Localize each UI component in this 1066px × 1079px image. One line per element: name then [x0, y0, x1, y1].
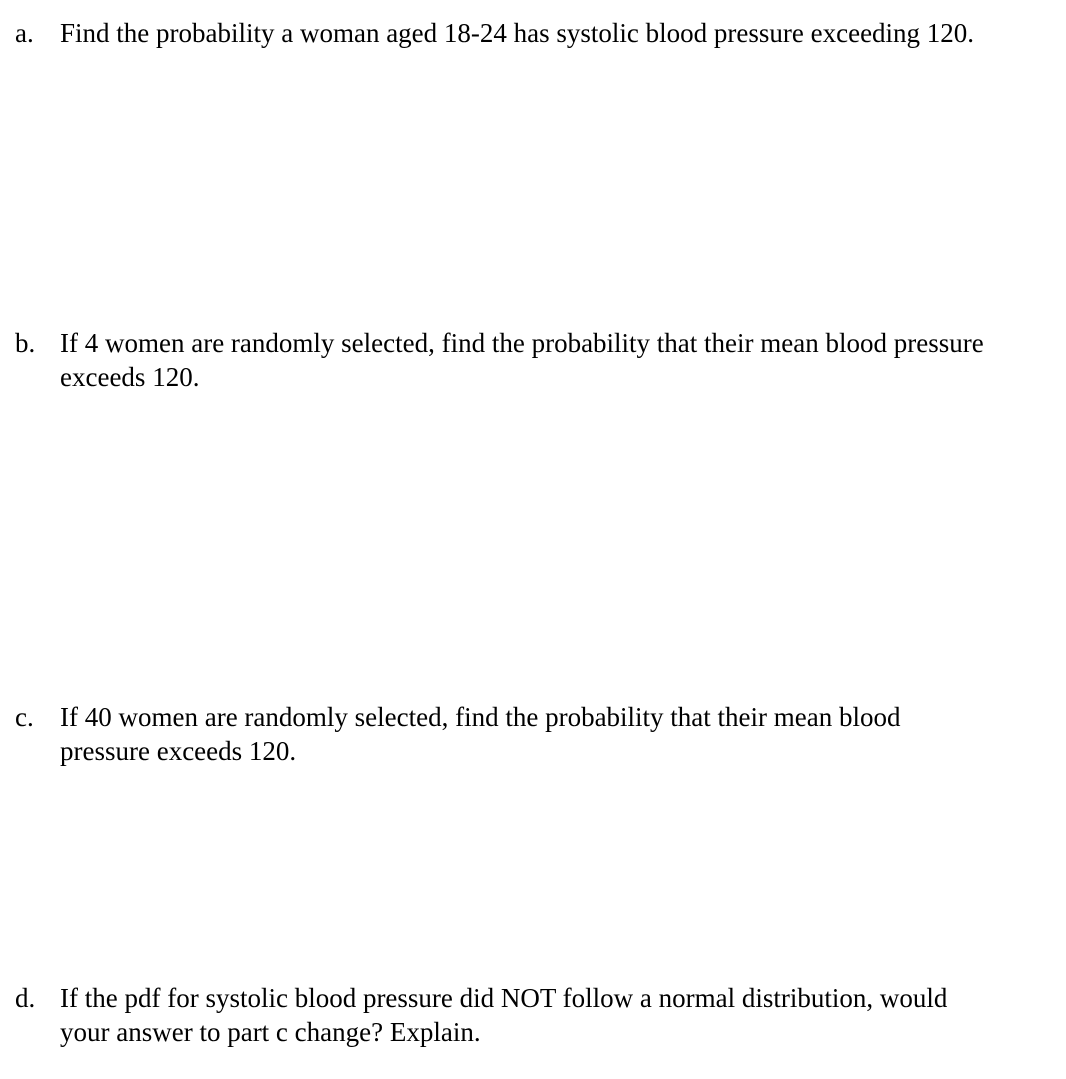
- question-letter: c.: [15, 702, 34, 732]
- question-letter: b.: [15, 328, 36, 358]
- question-letter: a.: [15, 18, 34, 48]
- question-text: If the pdf for systolic blood pressure did NOT follow a normal distribution, would your answer to part c change? Explain.: [60, 983, 948, 1047]
- question-letter: d.: [15, 983, 36, 1013]
- question-text: Find the probability a woman aged 18-24 has systolic blood pressure exceeding 120.: [60, 18, 975, 48]
- question-text: If 40 women are randomly selected, find the probability that their mean blood pressure exceeds 120.: [60, 702, 901, 766]
- question-text: If 4 women are randomly selected, find the probability that their mean blood pressure exceeds 120.: [60, 328, 984, 392]
